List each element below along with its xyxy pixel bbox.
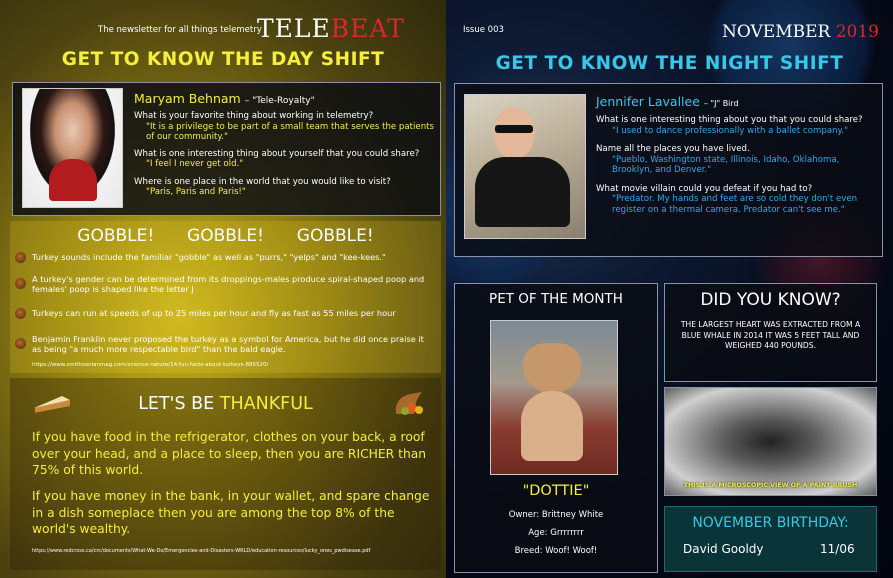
birthday-heading: NOVEMBER BIRTHDAY: xyxy=(692,515,849,531)
day-question-3: Where is one place in the world that you would like to visit? xyxy=(134,176,391,187)
turkey-icon xyxy=(15,308,26,319)
night-name-line xyxy=(596,94,739,109)
thankful-panel xyxy=(10,378,441,570)
day-question-2: What is one interesting thing about yourself that you could share? xyxy=(134,148,420,159)
pet-name: "DOTTIE" xyxy=(522,483,590,499)
fact-item xyxy=(15,274,435,308)
night-profile-card xyxy=(454,83,883,257)
dottie-photo xyxy=(490,320,618,475)
night-answer-1: "I used to dance professionally with a ballet company." xyxy=(612,125,849,136)
did-you-know-card xyxy=(664,283,877,382)
thankful-heading-prefix: LET'S BE xyxy=(138,394,220,414)
pet-owner: Owner: Brittney White xyxy=(508,510,604,520)
brand-logo xyxy=(257,14,405,43)
night-question-1: What is one interesting thing about you that you could share? xyxy=(596,115,863,125)
thankful-text-c: than 75% of this world. xyxy=(32,446,427,477)
day-name-line xyxy=(134,91,315,106)
issue-number: Issue 003 xyxy=(463,25,504,35)
gobble-word-3: GOBBLE! xyxy=(296,226,374,246)
fact-text: A turkey's gender can be determined from its droppings-males produce spiral-shaped poop and females' poop is shaped like the letter J xyxy=(32,274,425,295)
day-qa-list xyxy=(134,111,434,198)
night-answer-3: "Predator. My hands and feet are so cold they don't even register on a thermal camera. Predator can't see me." xyxy=(612,194,858,215)
pet-breed: Breed: Woof! Woof! xyxy=(514,546,598,556)
issue-date xyxy=(722,22,879,42)
pet-card xyxy=(454,283,658,573)
did-you-know-text: THE LARGEST HEART WAS EXTRACTED FROM A BLUE WHALE IN 2014 IT WAS 5 FEET TALL AND WEIGHED 440 POUNDS. xyxy=(680,320,861,350)
turkey-icon xyxy=(15,252,26,263)
day-answer-3: "Paris, Paris and Paris!" xyxy=(146,187,246,197)
fact-text: Turkeys can run at speeds of up to 25 miles per hour and fly as fast as 55 miles per hour xyxy=(32,308,396,318)
turkey-icon xyxy=(15,278,26,289)
tagline: The newsletter for all things telemetry xyxy=(98,25,262,35)
night-nickname: – "J" Bird xyxy=(703,99,739,108)
night-question-3: What movie villain could you defeat if you had to? xyxy=(596,183,813,194)
night-shift-heading: GET TO KNOW THE NIGHT SHIFT xyxy=(495,53,844,74)
birthday-card xyxy=(664,506,877,572)
fact-text: Benjamin Franklin never proposed the turkey as a symbol for America, but he did once praise it as being "a much more respectable bird" than the bald eagle. xyxy=(32,334,424,355)
sunglasses-shape xyxy=(495,125,533,133)
thankful-source[interactable]: https://www.redcross.ca/crc/documents/What-We-Do/Emergencies-and-Disasters-WRLD/education-resources/lucky_ones_pwdisease.pdf xyxy=(32,548,371,554)
fact-text: Turkey sounds include the familiar "gobble" as well as "purrs," "yelps" and "kee-kees." xyxy=(32,252,386,262)
day-question-1: What is your favorite thing about working in telemetry? xyxy=(134,111,374,121)
fact-item xyxy=(15,334,435,355)
turkey-icon xyxy=(15,338,26,349)
night-shift-page xyxy=(446,0,893,578)
paint-brush-caption: THIS IS A MICROSCOPIC VIEW OF A PAINT BRUSH xyxy=(683,482,858,489)
fact-item xyxy=(15,252,435,274)
gobble-panel xyxy=(10,221,441,373)
thankful-heading xyxy=(10,394,441,414)
brand-suffix: BEAT xyxy=(330,14,405,43)
thankful-paragraph-1 xyxy=(32,429,432,479)
dog-body-shape xyxy=(521,391,583,461)
issue-month: NOVEMBER xyxy=(722,22,831,42)
did-you-know-heading: DID YOU KNOW? xyxy=(700,290,841,310)
day-answer-1: "It is a privilege to be part of a small team that serves the patients of our community." xyxy=(146,121,434,142)
day-shift-page xyxy=(0,0,446,578)
maryam-photo xyxy=(22,88,123,208)
gobble-word-1: GOBBLE! xyxy=(77,226,155,246)
day-profile-card xyxy=(12,82,441,216)
issue-year: 2019 xyxy=(835,22,879,42)
night-name: Jennifer Lavallee xyxy=(596,94,700,109)
thankful-text-a: If you have food in the refrigerator, clothes on your back, a roof over your head, and a place to sleep, then you are xyxy=(32,430,425,461)
day-nickname: – "Tele-Royalty" xyxy=(244,96,315,106)
thankful-text-b: RICHER xyxy=(347,446,395,461)
birthday-date: 11/06 xyxy=(820,542,855,556)
night-question-2: Name all the places you have lived. xyxy=(596,144,750,154)
day-shift-heading: GET TO KNOW THE DAY SHIFT xyxy=(61,49,385,70)
thankful-paragraph-2: If you have money in the bank, in your wallet, and spare change in a dish someplace then you are among the top 8% of the world's wealthy. xyxy=(32,489,430,536)
paint-brush-image xyxy=(664,387,877,496)
day-name: Maryam Behnam xyxy=(134,91,241,106)
day-answer-2: "I feel I never get old." xyxy=(146,159,244,169)
dog-head-shape xyxy=(523,343,581,393)
face-shape xyxy=(493,107,535,159)
red-top-shape xyxy=(49,159,97,201)
gobble-word-2: GOBBLE! xyxy=(187,226,264,246)
thankful-heading-highlight: THANKFUL xyxy=(219,394,313,414)
jennifer-photo xyxy=(464,94,586,239)
gobble-source[interactable]: https://www.smithsonianmag.com/science-nature/14-fun-facts-about-turkeys-885520/ xyxy=(32,362,269,368)
fact-item xyxy=(15,308,435,334)
black-top-shape xyxy=(475,157,570,227)
pet-age: Age: Grrrrrrrr xyxy=(528,528,584,538)
birthday-name: David Gooldy xyxy=(683,542,764,556)
night-answer-2: "Pueblo, Washington state, Illinois, Idaho, Oklahoma, Brooklyn, and Denver." xyxy=(612,154,840,175)
gobble-facts xyxy=(15,252,435,355)
brand-prefix: TELE xyxy=(257,14,331,43)
pet-heading: PET OF THE MONTH xyxy=(489,291,623,307)
gobble-heading xyxy=(10,226,441,246)
night-qa-list xyxy=(596,115,878,215)
